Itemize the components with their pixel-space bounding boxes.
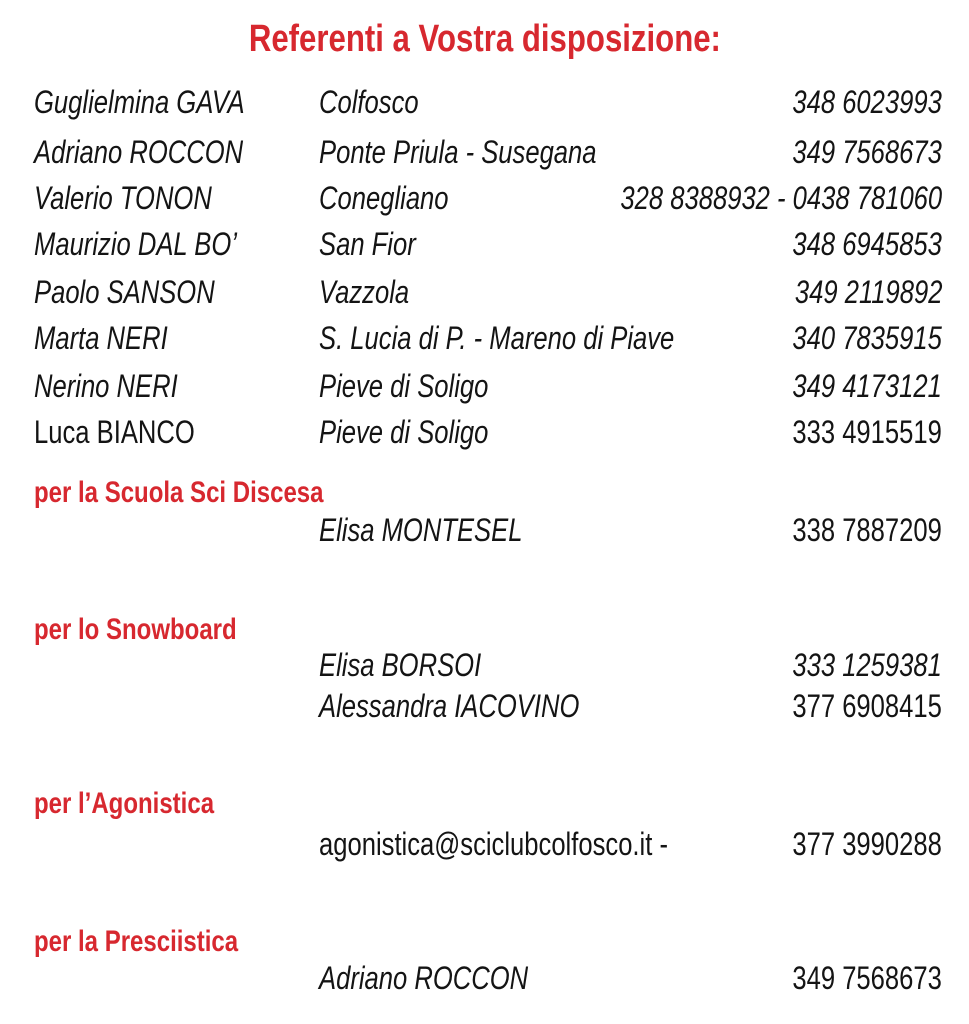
contact-row: [0, 316, 969, 360]
contact-phone: 333 4915519: [792, 414, 942, 450]
contact-name: Nerino NERI: [34, 368, 178, 404]
contact-row: [0, 80, 969, 124]
entry-phone: 349 7568673: [792, 960, 942, 996]
contact-phone: 349 2119892: [794, 274, 942, 310]
entry-phone: 377 6908415: [792, 688, 942, 724]
section-title-scuola-sci: per la Scuola Sci Discesa: [34, 476, 324, 509]
entry-phone: 333 1259381: [792, 647, 942, 683]
section-entry: [0, 956, 969, 1000]
page-title-text: Referenti a Vostra disposizione:: [248, 18, 721, 60]
contact-name: Adriano ROCCON: [34, 134, 244, 170]
section-title-snowboard: per lo Snowboard: [34, 613, 237, 646]
contact-place: Pieve di Soligo: [319, 368, 489, 404]
contact-row: [0, 176, 969, 220]
entry-name: Elisa BORSOI: [319, 647, 482, 683]
contact-place: Colfosco: [319, 84, 419, 120]
entry-name: Alessandra IACOVINO: [319, 688, 580, 724]
contact-row: [0, 222, 969, 266]
section-title-agonistica: per l’Agonistica: [34, 787, 215, 820]
contact-phone: 328 8388932 - 0438 781060: [620, 180, 942, 216]
entry-phone: 338 7887209: [792, 512, 942, 548]
contact-place: Vazzola: [319, 274, 410, 310]
contact-row: [0, 270, 969, 314]
section-entry: [0, 643, 969, 687]
contact-row: [0, 364, 969, 408]
contact-phone: 340 7835915: [792, 320, 942, 356]
contact-name: Guglielmina GAVA: [34, 84, 245, 120]
section-entry: [0, 822, 969, 866]
contact-phone: 348 6945853: [792, 226, 942, 262]
contact-name: Luca BIANCO: [34, 414, 195, 450]
contact-place: Pieve di Soligo: [319, 414, 489, 450]
contact-place: S. Lucia di P. - Mareno di Piave: [319, 320, 675, 356]
contact-row: [0, 130, 969, 174]
email-link[interactable]: agonistica@sciclubcolfosco.it -: [319, 826, 668, 862]
entry-name: Adriano ROCCON: [319, 960, 529, 996]
contact-place: Conegliano: [319, 180, 449, 216]
contact-row: [0, 410, 969, 454]
contact-name: Valerio TONON: [34, 180, 212, 216]
entry-phone: 377 3990288: [792, 826, 942, 862]
section-title-presciistica: per la Presciistica: [34, 925, 239, 958]
contact-phone: 348 6023993: [792, 84, 942, 120]
entry-name: Elisa MONTESEL: [319, 512, 523, 548]
contact-name: Marta NERI: [34, 320, 168, 356]
contact-name: Paolo SANSON: [34, 274, 215, 310]
contact-place: San Fior: [319, 226, 416, 262]
contact-phone: 349 4173121: [792, 368, 942, 404]
section-entry: [0, 508, 969, 552]
contact-place: Ponte Priula - Susegana: [319, 134, 597, 170]
contact-phone: 349 7568673: [792, 134, 942, 170]
section-entry: [0, 684, 969, 728]
page-title: [0, 18, 969, 61]
contact-name: Maurizio DAL BO’: [34, 226, 237, 262]
